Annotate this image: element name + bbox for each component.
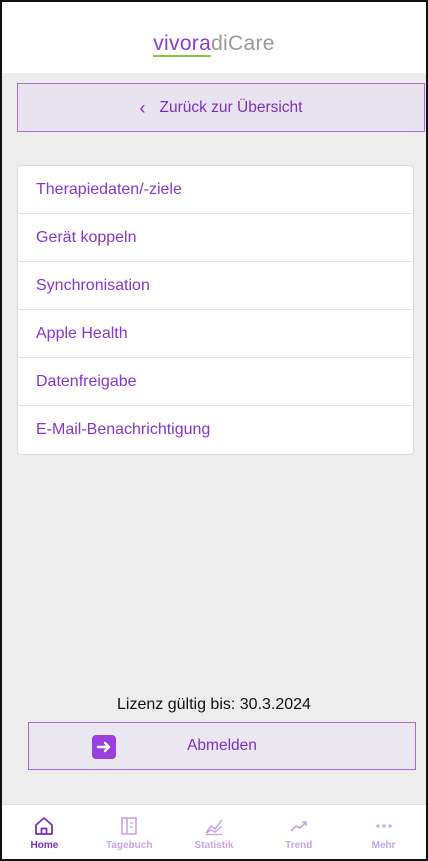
home-icon xyxy=(33,815,55,837)
chevron-left-icon: ‹ xyxy=(139,97,146,118)
menu-item-data-sharing[interactable] xyxy=(18,358,413,406)
back-to-overview-button[interactable] xyxy=(17,83,425,132)
app-logo xyxy=(2,32,426,56)
tab-label: Tagebuch xyxy=(105,840,153,851)
settings-menu xyxy=(17,165,414,455)
tab-diary[interactable] xyxy=(94,815,164,851)
menu-item-synchronisation[interactable] xyxy=(18,262,413,310)
menu-item-label: Apple Health xyxy=(36,324,128,342)
menu-item-apple-health[interactable] xyxy=(18,310,413,358)
tab-trend[interactable] xyxy=(264,815,334,851)
tab-label: Mehr xyxy=(371,840,396,851)
logo-brand: vivora xyxy=(153,32,212,55)
menu-item-label: E-Mail-Benachrichtigung xyxy=(36,421,211,438)
logo-product: diCare xyxy=(211,32,275,55)
menu-item-label: Synchronisation xyxy=(36,276,150,294)
tab-home[interactable] xyxy=(9,815,79,851)
logout-button[interactable] xyxy=(28,722,416,770)
tab-label: Statistik xyxy=(194,840,234,851)
menu-item-label: Therapiedaten/-ziele xyxy=(36,180,182,198)
menu-item-label: Gerät koppeln xyxy=(36,228,137,246)
tab-statistics[interactable] xyxy=(179,815,249,851)
more-icon xyxy=(373,815,395,837)
statistics-icon xyxy=(203,815,225,837)
menu-item-pair-device[interactable] xyxy=(18,214,413,262)
diary-icon xyxy=(118,815,140,837)
menu-item-email-notification[interactable] xyxy=(18,406,413,454)
tab-label: Home xyxy=(30,840,59,851)
bottom-tab-bar xyxy=(2,804,426,859)
menu-item-label: Datenfreigabe xyxy=(36,372,137,390)
app-header xyxy=(2,2,426,73)
menu-item-therapy-data[interactable] xyxy=(18,166,413,214)
license-validity-text: Lizenz gültig bis: 30.3.2024 xyxy=(117,696,311,713)
tab-more[interactable] xyxy=(349,815,419,851)
trend-icon xyxy=(288,815,310,837)
logout-label: Abmelden xyxy=(187,737,257,754)
back-button-label: Zurück zur Übersicht xyxy=(159,98,303,116)
tab-label: Trend xyxy=(285,840,313,851)
